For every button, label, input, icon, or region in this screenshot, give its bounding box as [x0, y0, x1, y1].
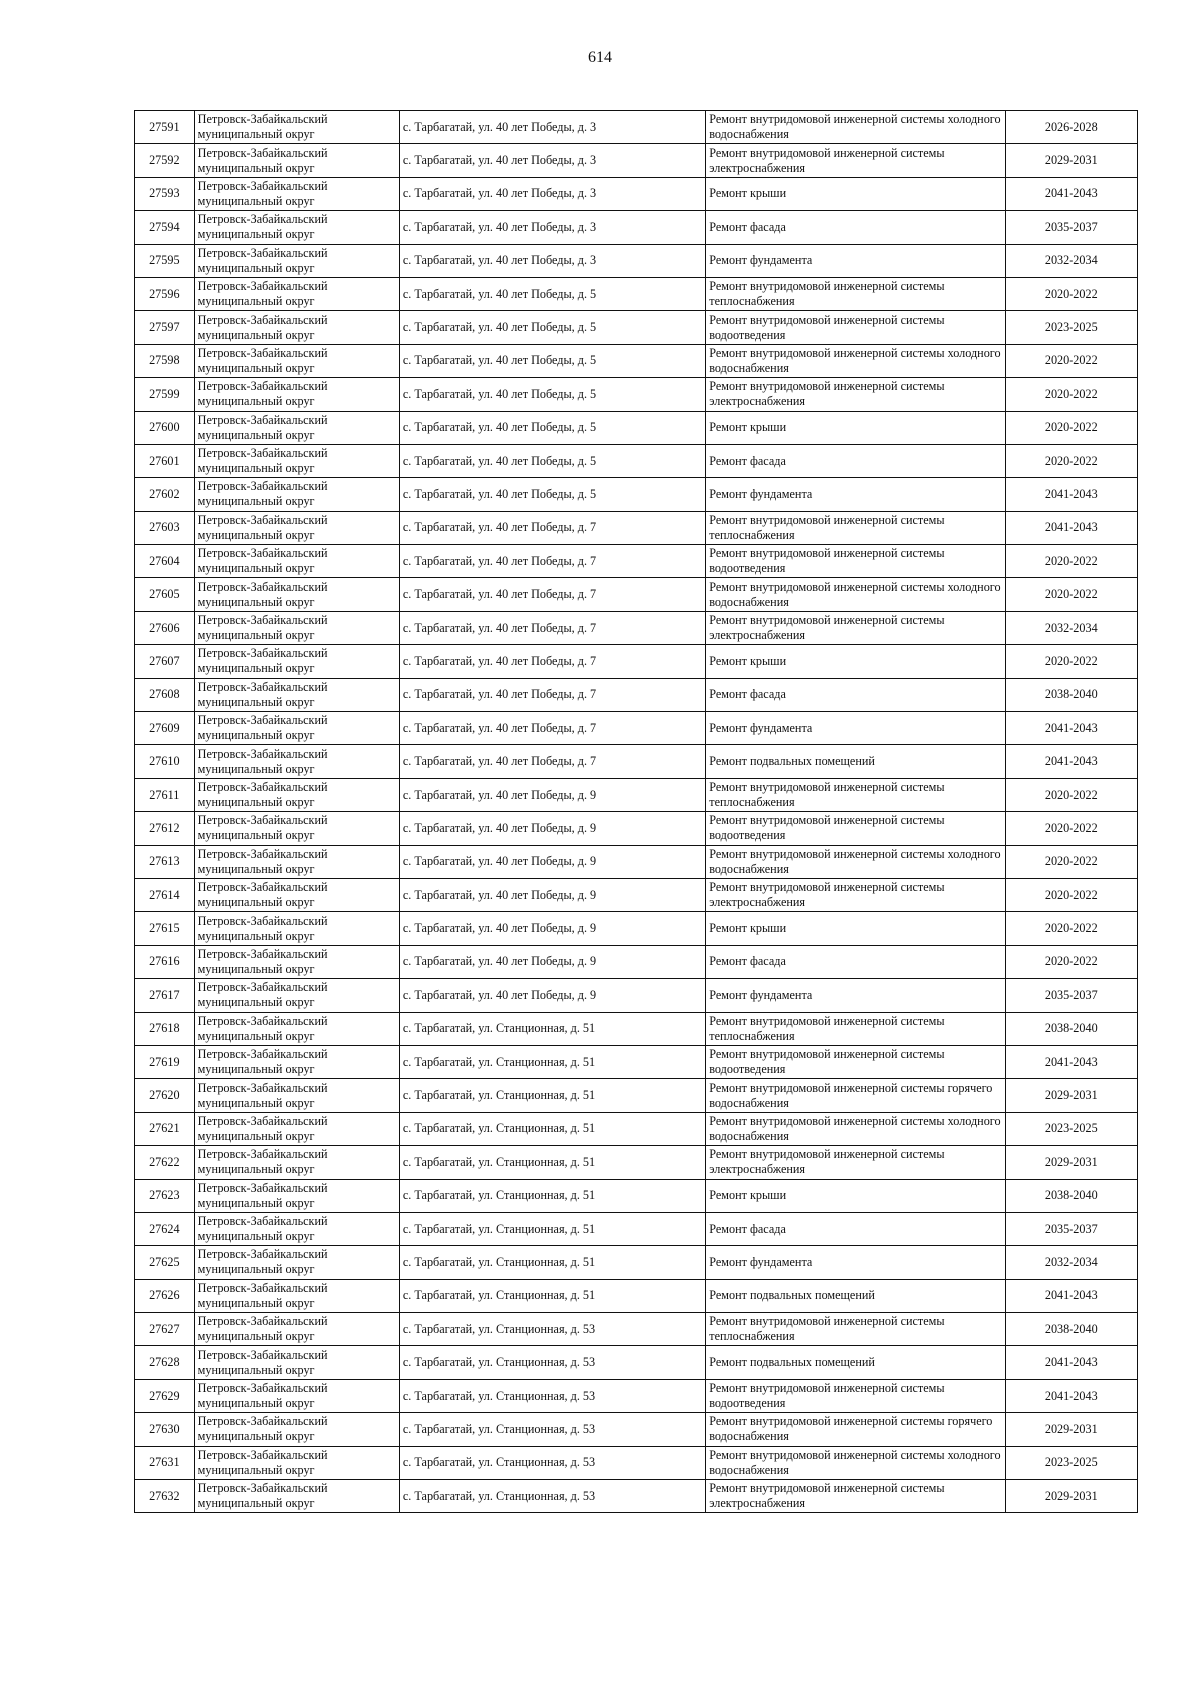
- table-row: [135, 1379, 1138, 1412]
- table-row: [135, 1212, 1138, 1245]
- address-cell: с. Тарбагатай, ул. 40 лет Победы, д. 5: [399, 311, 705, 344]
- work-type-cell: Ремонт подвальных помещений: [706, 1279, 1005, 1312]
- work-type-cell: Ремонт внутридомовой инженерной системы холодного водоснабжения: [706, 111, 1005, 144]
- table-row: [135, 1246, 1138, 1279]
- work-type-cell: Ремонт подвальных помещений: [706, 745, 1005, 778]
- row-number-cell: 27632: [135, 1480, 195, 1513]
- table-row: [135, 1446, 1138, 1479]
- row-number-cell: 27596: [135, 277, 195, 310]
- address-cell: с. Тарбагатай, ул. 40 лет Победы, д. 9: [399, 912, 705, 945]
- period-cell: 2020-2022: [1005, 545, 1137, 578]
- row-number-cell: 27604: [135, 545, 195, 578]
- row-number-cell: 27630: [135, 1413, 195, 1446]
- municipality-cell: Петровск-Забайкальский муниципальный округ: [194, 645, 399, 678]
- row-number-cell: 27593: [135, 177, 195, 210]
- municipality-cell: Петровск-Забайкальский муниципальный округ: [194, 1379, 399, 1412]
- address-cell: с. Тарбагатай, ул. 40 лет Победы, д. 7: [399, 712, 705, 745]
- address-cell: с. Тарбагатай, ул. 40 лет Победы, д. 7: [399, 745, 705, 778]
- work-type-cell: Ремонт внутридомовой инженерной системы холодного водоснабжения: [706, 578, 1005, 611]
- period-cell: 2032-2034: [1005, 244, 1137, 277]
- work-type-cell: Ремонт внутридомовой инженерной системы холодного водоснабжения: [706, 1112, 1005, 1145]
- table-row: [135, 545, 1138, 578]
- period-cell: 2020-2022: [1005, 378, 1137, 411]
- work-type-cell: Ремонт внутридомовой инженерной системы холодного водоснабжения: [706, 845, 1005, 878]
- period-cell: 2023-2025: [1005, 1446, 1137, 1479]
- address-cell: с. Тарбагатай, ул. 40 лет Победы, д. 3: [399, 177, 705, 210]
- period-cell: 2038-2040: [1005, 1313, 1137, 1346]
- address-cell: с. Тарбагатай, ул. Станционная, д. 51: [399, 1045, 705, 1078]
- municipality-cell: Петровск-Забайкальский муниципальный округ: [194, 1179, 399, 1212]
- work-type-cell: Ремонт фасада: [706, 211, 1005, 244]
- table-row: [135, 378, 1138, 411]
- period-cell: 2035-2037: [1005, 979, 1137, 1012]
- period-cell: 2020-2022: [1005, 812, 1137, 845]
- table-row: [135, 1079, 1138, 1112]
- table-row: [135, 444, 1138, 477]
- work-type-cell: Ремонт внутридомовой инженерной системы холодного водоснабжения: [706, 344, 1005, 377]
- municipality-cell: Петровск-Забайкальский муниципальный округ: [194, 144, 399, 177]
- period-cell: 2029-2031: [1005, 144, 1137, 177]
- table-row: [135, 1179, 1138, 1212]
- municipality-cell: Петровск-Забайкальский муниципальный округ: [194, 1246, 399, 1279]
- period-cell: 2038-2040: [1005, 1179, 1137, 1212]
- table-row: [135, 912, 1138, 945]
- period-cell: 2041-2043: [1005, 1045, 1137, 1078]
- municipality-cell: Петровск-Забайкальский муниципальный округ: [194, 979, 399, 1012]
- table-row: [135, 1045, 1138, 1078]
- municipality-cell: Петровск-Забайкальский муниципальный округ: [194, 1413, 399, 1446]
- address-cell: с. Тарбагатай, ул. Станционная, д. 51: [399, 1246, 705, 1279]
- work-type-cell: Ремонт фундамента: [706, 712, 1005, 745]
- table-row: [135, 578, 1138, 611]
- municipality-cell: Петровск-Забайкальский муниципальный округ: [194, 812, 399, 845]
- table-row: [135, 411, 1138, 444]
- municipality-cell: Петровск-Забайкальский муниципальный округ: [194, 1279, 399, 1312]
- row-number-cell: 27599: [135, 378, 195, 411]
- page-number: 614: [588, 49, 612, 66]
- address-cell: с. Тарбагатай, ул. 40 лет Победы, д. 7: [399, 678, 705, 711]
- period-cell: 2035-2037: [1005, 211, 1137, 244]
- work-type-cell: Ремонт внутридомовой инженерной системы водоотведения: [706, 1379, 1005, 1412]
- table-row: [135, 111, 1138, 144]
- period-cell: 2038-2040: [1005, 678, 1137, 711]
- address-cell: с. Тарбагатай, ул. 40 лет Победы, д. 9: [399, 979, 705, 1012]
- table-row: [135, 745, 1138, 778]
- work-type-cell: Ремонт внутридомовой инженерной системы теплоснабжения: [706, 1012, 1005, 1045]
- table-row: [135, 311, 1138, 344]
- row-number-cell: 27597: [135, 311, 195, 344]
- period-cell: 2020-2022: [1005, 945, 1137, 978]
- municipality-cell: Петровск-Забайкальский муниципальный округ: [194, 1045, 399, 1078]
- address-cell: с. Тарбагатай, ул. 40 лет Победы, д. 9: [399, 812, 705, 845]
- address-cell: с. Тарбагатай, ул. 40 лет Победы, д. 9: [399, 778, 705, 811]
- address-cell: с. Тарбагатай, ул. Станционная, д. 53: [399, 1346, 705, 1379]
- period-cell: 2041-2043: [1005, 712, 1137, 745]
- address-cell: с. Тарбагатай, ул. 40 лет Победы, д. 5: [399, 344, 705, 377]
- municipality-cell: Петровск-Забайкальский муниципальный округ: [194, 778, 399, 811]
- address-cell: с. Тарбагатай, ул. Станционная, д. 51: [399, 1179, 705, 1212]
- work-type-cell: Ремонт внутридомовой инженерной системы электроснабжения: [706, 144, 1005, 177]
- row-number-cell: 27602: [135, 478, 195, 511]
- municipality-cell: Петровск-Забайкальский муниципальный округ: [194, 1112, 399, 1145]
- period-cell: 2029-2031: [1005, 1480, 1137, 1513]
- registry-table-body: [135, 111, 1138, 1513]
- address-cell: с. Тарбагатай, ул. 40 лет Победы, д. 5: [399, 478, 705, 511]
- address-cell: с. Тарбагатай, ул. 40 лет Победы, д. 3: [399, 144, 705, 177]
- row-number-cell: 27614: [135, 878, 195, 911]
- row-number-cell: 27612: [135, 812, 195, 845]
- period-cell: 2020-2022: [1005, 778, 1137, 811]
- row-number-cell: 27601: [135, 444, 195, 477]
- period-cell: 2020-2022: [1005, 411, 1137, 444]
- work-type-cell: Ремонт фасада: [706, 678, 1005, 711]
- table-row: [135, 845, 1138, 878]
- row-number-cell: 27626: [135, 1279, 195, 1312]
- table-row: [135, 1112, 1138, 1145]
- period-cell: 2041-2043: [1005, 1346, 1137, 1379]
- work-type-cell: Ремонт внутридомовой инженерной системы теплоснабжения: [706, 277, 1005, 310]
- address-cell: с. Тарбагатай, ул. Станционная, д. 53: [399, 1413, 705, 1446]
- municipality-cell: Петровск-Забайкальский муниципальный округ: [194, 444, 399, 477]
- row-number-cell: 27594: [135, 211, 195, 244]
- row-number-cell: 27605: [135, 578, 195, 611]
- period-cell: 2020-2022: [1005, 344, 1137, 377]
- municipality-cell: Петровск-Забайкальский муниципальный округ: [194, 311, 399, 344]
- table-row: [135, 979, 1138, 1012]
- municipality-cell: Петровск-Забайкальский муниципальный округ: [194, 277, 399, 310]
- row-number-cell: 27610: [135, 745, 195, 778]
- work-type-cell: Ремонт внутридомовой инженерной системы холодного водоснабжения: [706, 1446, 1005, 1479]
- work-type-cell: Ремонт крыши: [706, 912, 1005, 945]
- municipality-cell: Петровск-Забайкальский муниципальный округ: [194, 111, 399, 144]
- table-row: [135, 945, 1138, 978]
- row-number-cell: 27615: [135, 912, 195, 945]
- period-cell: 2020-2022: [1005, 912, 1137, 945]
- period-cell: 2020-2022: [1005, 645, 1137, 678]
- table-row: [135, 211, 1138, 244]
- work-type-cell: Ремонт внутридомовой инженерной системы электроснабжения: [706, 378, 1005, 411]
- municipality-cell: Петровск-Забайкальский муниципальный округ: [194, 478, 399, 511]
- work-type-cell: Ремонт внутридомовой инженерной системы водоотведения: [706, 545, 1005, 578]
- work-type-cell: Ремонт внутридомовой инженерной системы электроснабжения: [706, 878, 1005, 911]
- table-row: [135, 344, 1138, 377]
- table-row: [135, 144, 1138, 177]
- row-number-cell: 27600: [135, 411, 195, 444]
- municipality-cell: Петровск-Забайкальский муниципальный округ: [194, 211, 399, 244]
- table-row: [135, 1146, 1138, 1179]
- address-cell: с. Тарбагатай, ул. Станционная, д. 51: [399, 1212, 705, 1245]
- period-cell: 2041-2043: [1005, 177, 1137, 210]
- address-cell: с. Тарбагатай, ул. Станционная, д. 53: [399, 1446, 705, 1479]
- period-cell: 2029-2031: [1005, 1146, 1137, 1179]
- table-row: [135, 878, 1138, 911]
- address-cell: с. Тарбагатай, ул. Станционная, д. 51: [399, 1112, 705, 1145]
- municipality-cell: Петровск-Забайкальский муниципальный округ: [194, 1212, 399, 1245]
- period-cell: 2020-2022: [1005, 845, 1137, 878]
- table-row: [135, 1480, 1138, 1513]
- address-cell: с. Тарбагатай, ул. 40 лет Победы, д. 9: [399, 878, 705, 911]
- address-cell: с. Тарбагатай, ул. Станционная, д. 53: [399, 1379, 705, 1412]
- municipality-cell: Петровск-Забайкальский муниципальный округ: [194, 545, 399, 578]
- address-cell: с. Тарбагатай, ул. 40 лет Победы, д. 7: [399, 611, 705, 644]
- row-number-cell: 27629: [135, 1379, 195, 1412]
- work-type-cell: Ремонт фасада: [706, 945, 1005, 978]
- row-number-cell: 27592: [135, 144, 195, 177]
- table-row: [135, 1313, 1138, 1346]
- row-number-cell: 27613: [135, 845, 195, 878]
- period-cell: 2032-2034: [1005, 1246, 1137, 1279]
- period-cell: 2035-2037: [1005, 1212, 1137, 1245]
- address-cell: с. Тарбагатай, ул. Станционная, д. 51: [399, 1012, 705, 1045]
- table-row: [135, 645, 1138, 678]
- municipality-cell: Петровск-Забайкальский муниципальный округ: [194, 712, 399, 745]
- period-cell: 2020-2022: [1005, 277, 1137, 310]
- address-cell: с. Тарбагатай, ул. 40 лет Победы, д. 7: [399, 545, 705, 578]
- row-number-cell: 27606: [135, 611, 195, 644]
- address-cell: с. Тарбагатай, ул. 40 лет Победы, д. 9: [399, 945, 705, 978]
- municipality-cell: Петровск-Забайкальский муниципальный округ: [194, 1012, 399, 1045]
- address-cell: с. Тарбагатай, ул. 40 лет Победы, д. 3: [399, 244, 705, 277]
- work-type-cell: Ремонт фасада: [706, 1212, 1005, 1245]
- period-cell: 2041-2043: [1005, 1379, 1137, 1412]
- period-cell: 2041-2043: [1005, 511, 1137, 544]
- table-row: [135, 1413, 1138, 1446]
- period-cell: 2020-2022: [1005, 578, 1137, 611]
- municipality-cell: Петровск-Забайкальский муниципальный округ: [194, 945, 399, 978]
- row-number-cell: 27622: [135, 1146, 195, 1179]
- address-cell: с. Тарбагатай, ул. 40 лет Победы, д. 5: [399, 277, 705, 310]
- row-number-cell: 27631: [135, 1446, 195, 1479]
- address-cell: с. Тарбагатай, ул. 40 лет Победы, д. 5: [399, 411, 705, 444]
- work-type-cell: Ремонт фундамента: [706, 244, 1005, 277]
- municipality-cell: Петровск-Забайкальский муниципальный округ: [194, 745, 399, 778]
- municipality-cell: Петровск-Забайкальский муниципальный округ: [194, 678, 399, 711]
- period-cell: 2038-2040: [1005, 1012, 1137, 1045]
- municipality-cell: Петровск-Забайкальский муниципальный округ: [194, 578, 399, 611]
- address-cell: с. Тарбагатай, ул. Станционная, д. 53: [399, 1480, 705, 1513]
- period-cell: 2026-2028: [1005, 111, 1137, 144]
- address-cell: с. Тарбагатай, ул. Станционная, д. 51: [399, 1279, 705, 1312]
- address-cell: с. Тарбагатай, ул. 40 лет Победы, д. 5: [399, 378, 705, 411]
- row-number-cell: 27608: [135, 678, 195, 711]
- row-number-cell: 27598: [135, 344, 195, 377]
- work-type-cell: Ремонт внутридомовой инженерной системы электроснабжения: [706, 1146, 1005, 1179]
- table-row: [135, 511, 1138, 544]
- work-type-cell: Ремонт внутридомовой инженерной системы водоотведения: [706, 812, 1005, 845]
- period-cell: 2032-2034: [1005, 611, 1137, 644]
- work-type-cell: Ремонт внутридомовой инженерной системы водоотведения: [706, 1045, 1005, 1078]
- row-number-cell: 27618: [135, 1012, 195, 1045]
- address-cell: с. Тарбагатай, ул. 40 лет Победы, д. 5: [399, 444, 705, 477]
- municipality-cell: Петровск-Забайкальский муниципальный округ: [194, 878, 399, 911]
- table-row: [135, 1012, 1138, 1045]
- municipality-cell: Петровск-Забайкальский муниципальный округ: [194, 912, 399, 945]
- row-number-cell: 27621: [135, 1112, 195, 1145]
- address-cell: с. Тарбагатай, ул. 40 лет Победы, д. 7: [399, 645, 705, 678]
- row-number-cell: 27616: [135, 945, 195, 978]
- row-number-cell: 27591: [135, 111, 195, 144]
- table-row: [135, 712, 1138, 745]
- period-cell: 2020-2022: [1005, 878, 1137, 911]
- row-number-cell: 27627: [135, 1313, 195, 1346]
- period-cell: 2023-2025: [1005, 311, 1137, 344]
- address-cell: с. Тарбагатай, ул. Станционная, д. 51: [399, 1146, 705, 1179]
- period-cell: 2023-2025: [1005, 1112, 1137, 1145]
- table-row: [135, 1279, 1138, 1312]
- row-number-cell: 27609: [135, 712, 195, 745]
- municipality-cell: Петровск-Забайкальский муниципальный округ: [194, 244, 399, 277]
- row-number-cell: 27619: [135, 1045, 195, 1078]
- work-type-cell: Ремонт внутридомовой инженерной системы горячего водоснабжения: [706, 1413, 1005, 1446]
- table-row: [135, 277, 1138, 310]
- address-cell: с. Тарбагатай, ул. Станционная, д. 51: [399, 1079, 705, 1112]
- table-row: [135, 812, 1138, 845]
- row-number-cell: 27595: [135, 244, 195, 277]
- work-type-cell: Ремонт крыши: [706, 645, 1005, 678]
- address-cell: с. Тарбагатай, ул. Станционная, д. 53: [399, 1313, 705, 1346]
- work-type-cell: Ремонт внутридомовой инженерной системы электроснабжения: [706, 611, 1005, 644]
- row-number-cell: 27611: [135, 778, 195, 811]
- municipality-cell: Петровск-Забайкальский муниципальный округ: [194, 845, 399, 878]
- period-cell: 2041-2043: [1005, 478, 1137, 511]
- row-number-cell: 27603: [135, 511, 195, 544]
- row-number-cell: 27617: [135, 979, 195, 1012]
- registry-table: [134, 110, 1138, 1513]
- table-row: [135, 778, 1138, 811]
- municipality-cell: Петровск-Забайкальский муниципальный округ: [194, 1146, 399, 1179]
- municipality-cell: Петровск-Забайкальский муниципальный округ: [194, 344, 399, 377]
- municipality-cell: Петровск-Забайкальский муниципальный округ: [194, 411, 399, 444]
- table-row: [135, 611, 1138, 644]
- period-cell: 2029-2031: [1005, 1079, 1137, 1112]
- table-row: [135, 1346, 1138, 1379]
- period-cell: 2041-2043: [1005, 1279, 1137, 1312]
- work-type-cell: Ремонт фундамента: [706, 478, 1005, 511]
- table-row: [135, 177, 1138, 210]
- row-number-cell: 27607: [135, 645, 195, 678]
- table-row: [135, 244, 1138, 277]
- row-number-cell: 27620: [135, 1079, 195, 1112]
- address-cell: с. Тарбагатай, ул. 40 лет Победы, д. 3: [399, 111, 705, 144]
- work-type-cell: Ремонт подвальных помещений: [706, 1346, 1005, 1379]
- table-row: [135, 478, 1138, 511]
- work-type-cell: Ремонт внутридомовой инженерной системы теплоснабжения: [706, 778, 1005, 811]
- period-cell: 2020-2022: [1005, 444, 1137, 477]
- period-cell: 2029-2031: [1005, 1413, 1137, 1446]
- work-type-cell: Ремонт крыши: [706, 1179, 1005, 1212]
- municipality-cell: Петровск-Забайкальский муниципальный округ: [194, 378, 399, 411]
- municipality-cell: Петровск-Забайкальский муниципальный округ: [194, 1446, 399, 1479]
- row-number-cell: 27623: [135, 1179, 195, 1212]
- municipality-cell: Петровск-Забайкальский муниципальный округ: [194, 1313, 399, 1346]
- work-type-cell: Ремонт фасада: [706, 444, 1005, 477]
- municipality-cell: Петровск-Забайкальский муниципальный округ: [194, 1480, 399, 1513]
- municipality-cell: Петровск-Забайкальский муниципальный округ: [194, 611, 399, 644]
- address-cell: с. Тарбагатай, ул. 40 лет Победы, д. 7: [399, 511, 705, 544]
- row-number-cell: 27625: [135, 1246, 195, 1279]
- address-cell: с. Тарбагатай, ул. 40 лет Победы, д. 7: [399, 578, 705, 611]
- period-cell: 2041-2043: [1005, 745, 1137, 778]
- row-number-cell: 27628: [135, 1346, 195, 1379]
- work-type-cell: Ремонт внутридомовой инженерной системы водоотведения: [706, 311, 1005, 344]
- work-type-cell: Ремонт внутридомовой инженерной системы электроснабжения: [706, 1480, 1005, 1513]
- address-cell: с. Тарбагатай, ул. 40 лет Победы, д. 3: [399, 211, 705, 244]
- work-type-cell: Ремонт крыши: [706, 177, 1005, 210]
- work-type-cell: Ремонт фундамента: [706, 1246, 1005, 1279]
- table-row: [135, 678, 1138, 711]
- work-type-cell: Ремонт фундамента: [706, 979, 1005, 1012]
- work-type-cell: Ремонт крыши: [706, 411, 1005, 444]
- work-type-cell: Ремонт внутридомовой инженерной системы теплоснабжения: [706, 511, 1005, 544]
- municipality-cell: Петровск-Забайкальский муниципальный округ: [194, 1079, 399, 1112]
- municipality-cell: Петровск-Забайкальский муниципальный округ: [194, 1346, 399, 1379]
- work-type-cell: Ремонт внутридомовой инженерной системы теплоснабжения: [706, 1313, 1005, 1346]
- municipality-cell: Петровск-Забайкальский муниципальный округ: [194, 177, 399, 210]
- work-type-cell: Ремонт внутридомовой инженерной системы горячего водоснабжения: [706, 1079, 1005, 1112]
- municipality-cell: Петровск-Забайкальский муниципальный округ: [194, 511, 399, 544]
- address-cell: с. Тарбагатай, ул. 40 лет Победы, д. 9: [399, 845, 705, 878]
- row-number-cell: 27624: [135, 1212, 195, 1245]
